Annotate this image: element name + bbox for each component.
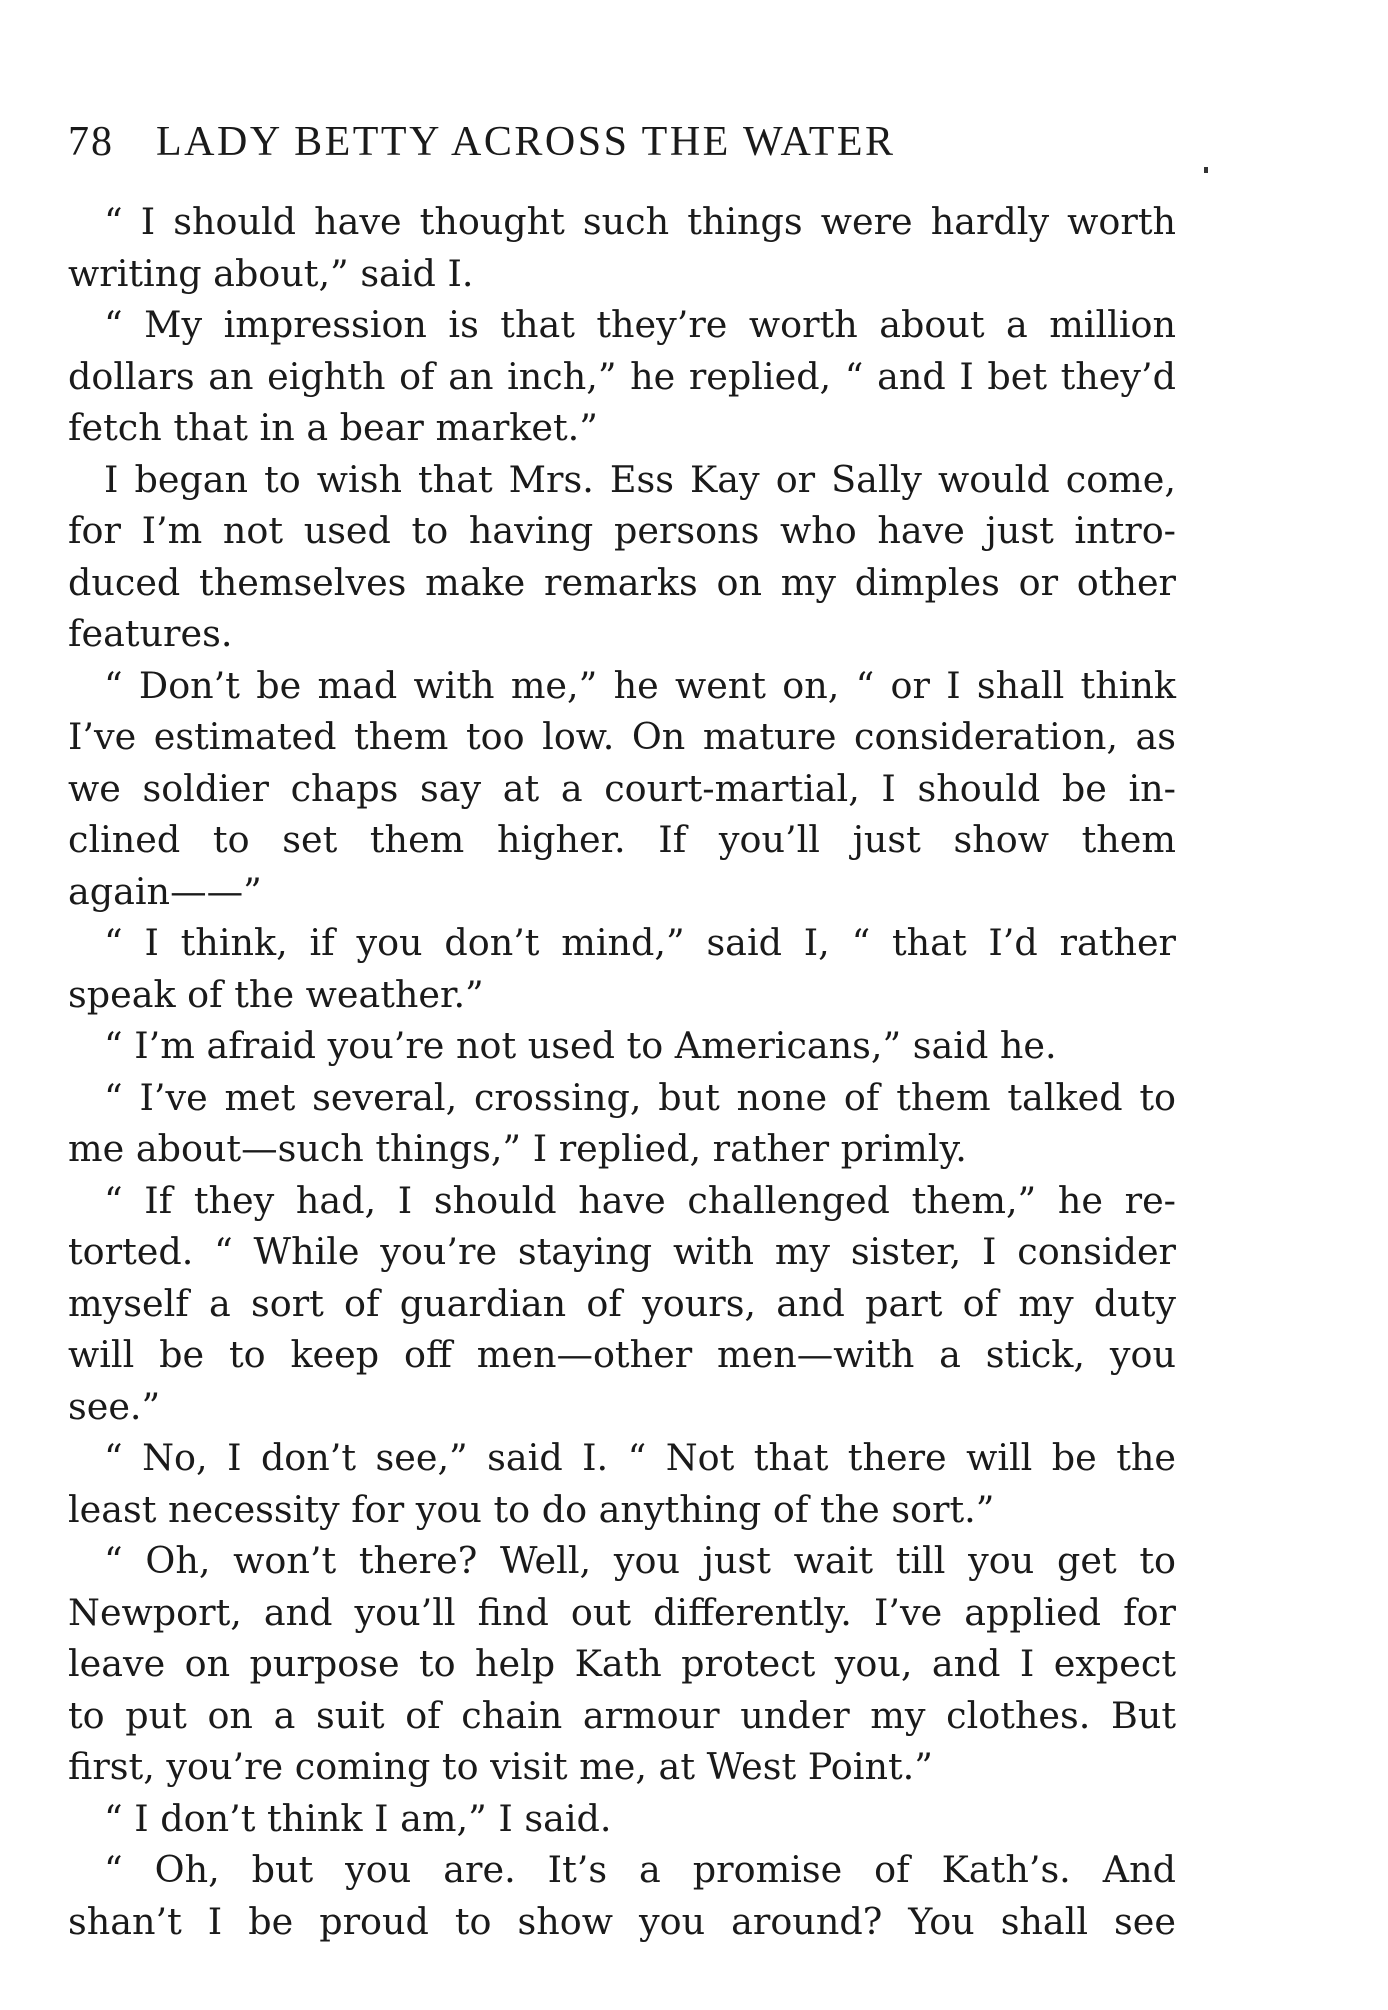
text-line: “ No, I don’t see,” said I. “ Not that there will be the [104, 1436, 1176, 1479]
text-line: see.” [68, 1384, 161, 1428]
text-line: me about—such things,” I replied, rather primly. [68, 1127, 967, 1170]
text-line: least necessity for you to do anything of the sort.” [68, 1487, 995, 1531]
text-line: “ If they had, I should have challenged them,” he re- [104, 1178, 1176, 1222]
running-title: LADY BETTY ACROSS THE WATER [156, 119, 896, 165]
text-line: writing about,” said I. [68, 251, 474, 295]
text-line: “ Oh, won’t there? Well, you just wait till you get to [104, 1539, 1176, 1582]
text-line: “ I’ve met several, crossing, but none of them talked to [104, 1075, 1176, 1119]
text-line: “ I don’t think I am,” I said. [104, 1796, 612, 1840]
text-line: “ Oh, but you are. It’s a promise of Kath’s. And [104, 1848, 1176, 1891]
text-line: clined to set them higher. If you’ll just show them [68, 818, 1176, 861]
text-line: we soldier chaps say at a court-martial, I should be in- [68, 766, 1176, 810]
text-line: Newport, and you’ll find out differently. I’ve applied for [68, 1590, 1176, 1634]
text-line: “ I think, if you don’t mind,” said I, “ that I’d rather [104, 921, 1176, 964]
print-mark [1204, 167, 1208, 173]
text-line: dollars an eighth of an inch,” he replied, “ and I bet they’d [68, 354, 1176, 398]
text-line: again——” [68, 869, 262, 913]
text-line: features. [68, 612, 233, 655]
running-head [68, 118, 1178, 178]
text-line: to put on a suit of chain armour under my clothes. But [68, 1693, 1176, 1737]
text-line: I’ve estimated them too low. On mature consideration, as [68, 715, 1176, 758]
text-line: for I’m not used to having persons who have just intro- [68, 509, 1176, 552]
body-text [68, 196, 1176, 1947]
text-line: will be to keep off men—other men—with a stick, you [68, 1333, 1176, 1376]
text-line: “ I should have thought such things were hardly worth [104, 200, 1176, 243]
text-line: leave on purpose to help Kath protect you, and I expect [68, 1642, 1176, 1685]
page-number: 78 [68, 119, 114, 165]
text-line: shan’t I be proud to show you around? You shall see [68, 1899, 1176, 1943]
text-line: first, you’re coming to visit me, at West Point.” [68, 1745, 933, 1788]
text-line: duced themselves make remarks on my dimples or other [68, 560, 1176, 604]
text-line: I began to wish that Mrs. Ess Kay or Sally would come, [104, 457, 1176, 501]
text-line: “ I’m afraid you’re not used to Americans,” said he. [104, 1024, 1057, 1067]
text-line: “ Don’t be mad with me,” he went on, “ or I shall think [104, 663, 1176, 707]
text-line: speak of the weather.” [68, 972, 484, 1016]
text-line: fetch that in a bear market.” [68, 406, 598, 449]
text-line: myself a sort of guardian of yours, and part of my duty [68, 1281, 1176, 1325]
text-line: torted. “ While you’re staying with my sister, I consider [68, 1230, 1176, 1273]
text-line: “ My impression is that they’re worth about a million [104, 303, 1176, 346]
